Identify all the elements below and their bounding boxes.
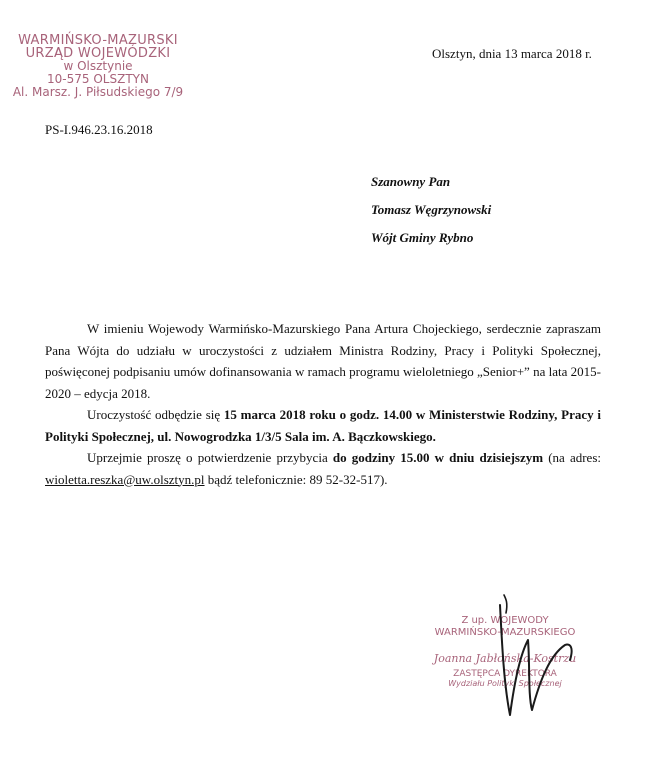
letter-body [45,318,601,490]
recipient-name: Tomasz Węgrzynowski [371,202,492,217]
sig-stamp-line-2: WARMIŃSKO-MAZURSKIEGO [434,627,576,638]
stamp-line-1: WARMIŃSKO-MAZURSKI [18,33,178,48]
reference-number: PS-I.946.23.16.2018 [45,122,153,137]
event-intro: Uroczystość odbędzie się [87,407,224,422]
office-stamp [8,34,188,99]
paragraph-confirmation [45,447,601,490]
confirm-intro: Uprzejmie proszę o potwierdzenie przybycia [87,450,333,465]
sig-stamp-line-5: Wydziału Polityki Społecznej [448,679,562,688]
sig-stamp-line-4: ZASTĘPCA DYREKTORA [453,669,557,679]
stamp-line-4: 10-575 OLSZTYN [47,72,149,86]
event-details: 15 marca 2018 roku o godz. 14.00 w Ministerstwie Rodziny, Pracy i Polityki Społecznej, ul. Nowogrodzka 1/3/5 Sala im. A. Bączkowskiego. [45,407,602,444]
confirm-deadline: do godziny 15.00 w dniu dzisiejszym [332,450,544,465]
stamp-line-5: Al. Marsz. J. Piłsudskiego 7/9 [12,85,184,99]
confirm-phone: bądź telefonicznie: 89 52-32-517). [204,471,388,487]
recipient-title: Wójt Gminy Rybno [371,230,474,245]
letter-date: Olsztyn, dnia 13 marca 2018 r. [432,46,592,61]
sig-stamp-line-1: Z up. WOJEWODY [461,615,549,626]
confirm-address-intro: (na adres: [543,450,602,465]
handwritten-signature [470,585,590,725]
sig-stamp-line-3: Joanna Jabłońska-Kostrzu [433,652,577,665]
stamp-line-2: URZĄD WOJEWÓDZKI [25,46,171,61]
paragraph-event [45,404,601,447]
contact-email: wioletta.reszka@uw.olsztyn.pl [45,471,205,487]
paragraph-invitation: W imieniu Wojewody Warmińsko-Mazurskiego Pana Artura Chojeckiego, serdecznie zapraszam Pana Wójta do udziału w uroczystości z udziałem Ministra Rodziny, Pracy i Polityki Społecznej, poświęconej podpisaniu umów dofinansowania w ramach programu wieloletniego „Senior+” na lata 2015-2020 – edycja 2018. [45,321,601,401]
recipient-salutation: Szanowny Pan [371,174,451,189]
stamp-line-3: w Olsztynie [63,59,133,73]
recipient-block [371,174,491,258]
